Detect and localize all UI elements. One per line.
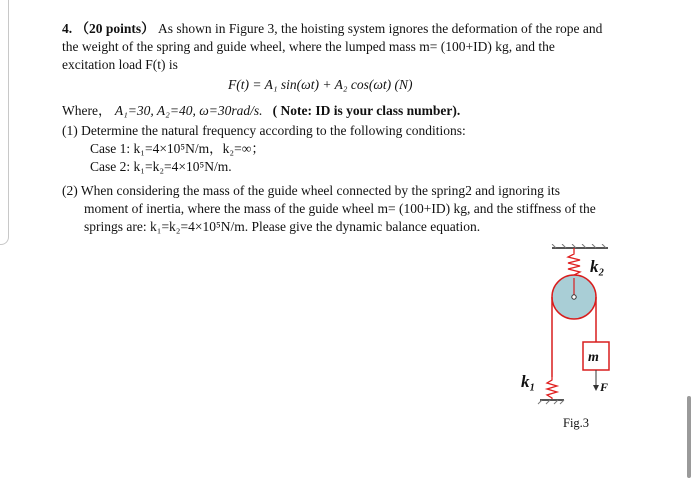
label-F: F <box>600 380 609 394</box>
page-edge <box>0 0 9 245</box>
where-line <box>62 103 460 119</box>
part2-line-3: springs are: k₁=k₂=4×10⁵N/m. Please give the dynamic balance equation. <box>84 219 481 234</box>
hoisting-diagram <box>510 244 660 444</box>
scrollbar-thumb[interactable] <box>687 396 691 478</box>
figure-caption: Fig.3 <box>563 416 590 430</box>
label-k2: k₂ <box>590 257 605 276</box>
label-k1: k₁ <box>521 372 536 391</box>
question-points: （20 points） <box>75 21 155 36</box>
spring-k2 <box>568 248 580 278</box>
force-arrowhead <box>593 385 599 391</box>
question-intro-1: As shown in Figure 3, the hoisting system ignores the deformation of the rope and <box>158 21 603 36</box>
note: ( Note: ID is your class number). <box>272 103 461 118</box>
case1: Case 1: k₁=4×10⁵N/m，k₂=∞； <box>90 141 265 156</box>
excitation-formula: F(t) = A₁ sin(ωt) + A₂ cos(ωt) (N) <box>228 77 413 92</box>
where-label: Where， <box>62 103 112 118</box>
question-intro-2: the weight of the spring and guide wheel, where the lumped mass m= (100+ID) kg, and the <box>62 39 555 54</box>
question-intro-3: excitation load F(t) is <box>62 57 178 72</box>
part2-line-2: moment of inertia, where the mass of the guide wheel m= (100+ID) kg, and the stiffness of the <box>84 201 596 216</box>
part2-line-1: (2) When considering the mass of the guide wheel connected by the spring2 and ignoring its <box>62 183 561 198</box>
case2: Case 2: k₁=k₂=4×10⁵N/m. <box>90 159 232 174</box>
question-line-1 <box>62 21 602 37</box>
where-values: A₁=30, A₂=40, ω=30rad/s. <box>114 103 263 118</box>
part1-heading: (1) Determine the natural frequency according to the following conditions: <box>62 123 466 138</box>
wheel-axle <box>572 295 576 299</box>
label-m: m <box>588 350 599 365</box>
spring-k1 <box>547 377 557 400</box>
question-number: 4. <box>62 21 73 36</box>
